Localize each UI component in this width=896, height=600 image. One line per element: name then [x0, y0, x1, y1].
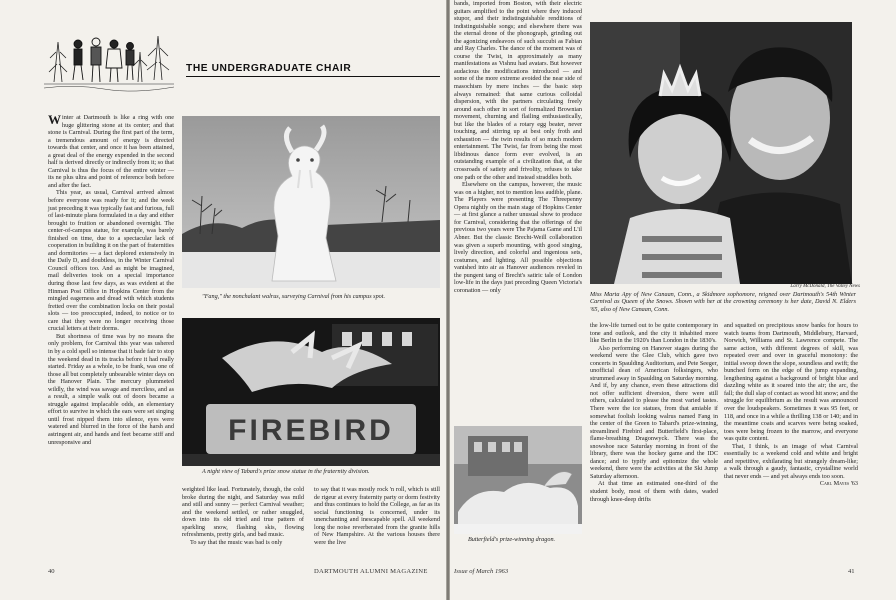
paragraph: But shortness of time was by no means the only problem, for Carnival this year was ushered in by a cold spell so intense that it bade fair to stop the weekend dead in its tracks before it had really started. Friday as a whole, to be frank, was one of those all but completely unbearable winter days on the Hanover Plain. The mercury plummeted wildly, the wind was savage and merciless, and as a result, a simple walk out of doors became a struggle against implacable odds, an elementary effort to survive in which the ears were set singing until frost nipped them into silence, eyes were watered and blurred in the force of the harsh and astringent air, and hands and feet became stiff and unresponsive and: [48, 332, 174, 446]
right-page: [450, 0, 896, 600]
paragraph: Also performing on Hanover stages during the weekend were the Glee Club, which gave two concerts in Spaulding Auditorium, and Pete Seeger, unofficial dean of American folksingers, who strummed away in Spaulding on Saturday morning. And if, by any chance, even these attractions did not offer sufficient diversion, there were still others, calculated to please the most varied tastes. There were the ice statues, from that amiable if somewhat foolish looking walrus named Fang in the center of the Green to Tabard's prize-winning, streamlined Firebird and Butterfield's first-place, flame-breathing Dragonwyck. There was the snowshoe race Saturday morning in front of the library, there was the hockey game and the IDC dance; and to typify and epitomize the whole weekend, there were the activities at the Ski Jump Saturday afternoon.: [590, 344, 718, 480]
magazine-title: DARTMOUTH ALUMNI MAGAZINE: [314, 568, 428, 575]
left-column-2: [182, 486, 304, 566]
dragon-caption: Butterfield's prize-winning dragon.: [468, 536, 556, 543]
issue-date: Issue of March 1963: [454, 568, 509, 575]
heading-rule: [186, 76, 440, 77]
walrus-caption: "Fang," the nonchalant walrus, surveying Carnival from his campus spot.: [202, 293, 386, 300]
right-column-3: [724, 322, 858, 562]
author-signature: Carl Mayes '63: [819, 480, 858, 488]
firebird-caption: A night view of Tabard's prize snow statue in the fraternity division.: [202, 468, 370, 475]
queen-caption: Miss Marta Apy of New Canaan, Conn., a Skidmore sophomore, reigned over Dartmouth's 54th Winter Carnival as Queen of the Snows. Shown with her at the crowning ceremony is her date, David N. Elders '65, also of New Canaan, Conn.: [590, 291, 856, 313]
walrus-statue-photo: [182, 116, 440, 288]
dragon-statue-photo: [454, 426, 582, 534]
firebird-sign-text: FIREBIRD: [228, 414, 394, 447]
left-page-number: 40: [48, 568, 55, 575]
paragraph: Elsewhere on the campus, however, the music was on a higher, not to mention less audible, plane. The Players were presenting The Threepenny Opera nightly on the main stage of Hopkins Center — at first glance a rather unusual show to produce for Carnival, considering that the offerings of the previous two years were The Pajama Game and L'il Abner. But the classic Brecht-Weill collaboration was given a superb mounting, with good singing, lively direction, and colorful and ingenious sets, costumes, and lighting. All possible objections vanished into air as Hanover audiences reveled in the pungent tang of Brecht's satiric tale of London low-life in the days just preceding Queen Victoria's coronation — only: [454, 181, 582, 294]
paragraph: the low-life turned out to be quite contemporary in tone and outlook, and the city it inhabited more like Berlin in the 1920's than London in the 1830's.: [590, 322, 718, 345]
firebird-night-photo: [182, 318, 440, 466]
left-page: [0, 0, 446, 600]
header-cartoon-illustration: [44, 22, 174, 98]
paragraph: That, I think, is an image of what Carnival essentially is: a weekend cold and white and bright and repetitive, exhilarating but strangely dream-like; a walk through a gaudy, fantastic, crystalline world that never ends — and yet always ends too soon.: [724, 442, 858, 480]
paragraph: To say that the music was bad is only: [190, 538, 283, 546]
paragraph: Winter at Dartmouth is like a ring with one huge glittering stone at its center; and that stone is Carnival. During the first part of the term, a tremendous amount of energy is directed towards that center, and once it has been attained, a great deal of the energy expended in the second half is derived directly or indirectly from it; so that Carnival is thus the focus of the entire winter — its ne plus ultra and point of reference both before and after the fact.: [48, 112, 174, 189]
left-column-1: [48, 114, 174, 564]
paragraph: weighted like lead. Fortunately, though, the cold broke during the night, and Saturday was mild and still and sunny — perfect Carnival weather; and the weekend settled, or rather snuggled, down into its old tried and true pattern of sparkling snow, flashing skis, flowing refreshments, pretty girls, and bad music.: [182, 486, 304, 539]
right-page-number: 41: [848, 568, 855, 575]
paragraph: and squatted on precipitous snow banks for hours to watch teams from Dartmouth, Middlebury, Harvard, Norwich, Williams and St. Lawrence compete. The same action, with different degrees of skill, was repeated over and over in graceful monotony: the initial swoop down the slope, soundless and swift; the bunched form on the edge of the jump expanding, lengthening against a background of bright blue and dazzling white as it soared into the air; the arc, the fall; the dull slap of contact as wood hit snow; and the struggle for equilibrium as the result was announced over the loudspeakers. Sometimes it was 95 feet, or 118, and once in a while a thrilling 138 or 140; and in the meantime coats and scarves were being soaked, toes were being frozen to the marrow, and everyone was quite content.: [724, 322, 858, 443]
paragraph: bands, imported from Boston, with their electric guitars amplified to the point where they induced stupor, and their indistinguishable renditions of indistinguishable songs; and elsewhere there was the eternal drone of the phonograph, grinding out the agonizing endeavors of such succubi as Fabian and Ray Charles. The dance of the moment was of course the Twist, in approximately as many manifestations as Vishnu had avatars. But however audacious the modifications introduced — and some of the more extreme avoided the near side of masochism by mere inches — the basic step always remained: that same curious colloidal dispersion, with the partners circulating freely around each other in sort of formalized Brownian movement, churning and flailing enthusiastically, but like the blades of a rotary egg beater, never touching, and stirring up at best only froth and exhaustion — the twin results of so much modern entertainment. The Twist, far from being the most libidinous dance form ever evolved, is an outstanding example of a civilization that, at the crossroads of satiety and frivolity, refuses to take one path or the other and instead straddles both.: [454, 0, 582, 181]
snow-queen-photo: [590, 22, 852, 284]
paragraph: This year, as usual, Carnival arrived almost before everyone was ready for it; and the week just preceding it was typically fast and furious, full of last-minute plans formulated in a day and either brought to fruition or abandoned overnight. The center-of-campus statue, for example, was barely finished on time, due to a spectacular lack of cooperation in building it on the part of fraternities and dormitories — a fact deplored extensively in the Daily D, and doubtless, in the Winter Carnival Council offices too. And as might be imagined, mail deliveries took on a special importance during those last few days, as was evident at the Hinman Post Office in Hopkins Center from the mingled eagerness and dread with which students fretted over the combination locks on their postal slots — too preoccupied, indeed, to notice or to care that they were no longer receiving those crucial letters at their dorms.: [48, 189, 174, 333]
left-column-3: [314, 486, 440, 566]
photo-credit: Larry McDonald, The Valley News: [790, 284, 860, 289]
right-column-2: [590, 322, 718, 503]
paragraph: At that time an estimated one-third of the student body, most of them with dates, waded through knee-deep drifts: [590, 480, 718, 503]
article-heading: THE UNDERGRADUATE CHAIR: [186, 63, 352, 74]
paragraph: to say that it was mostly rock 'n roll, which is still de rigeur at every fraternity party or dorm festivity and thus continues to hold the College, as far as its social functioning is concerned, under its unenchanting and inescapable spell. All weekend long the noise reverberated from the granite hills of New Hampshire. At the various houses there were the live: [314, 486, 440, 546]
right-column-1: [454, 0, 582, 416]
